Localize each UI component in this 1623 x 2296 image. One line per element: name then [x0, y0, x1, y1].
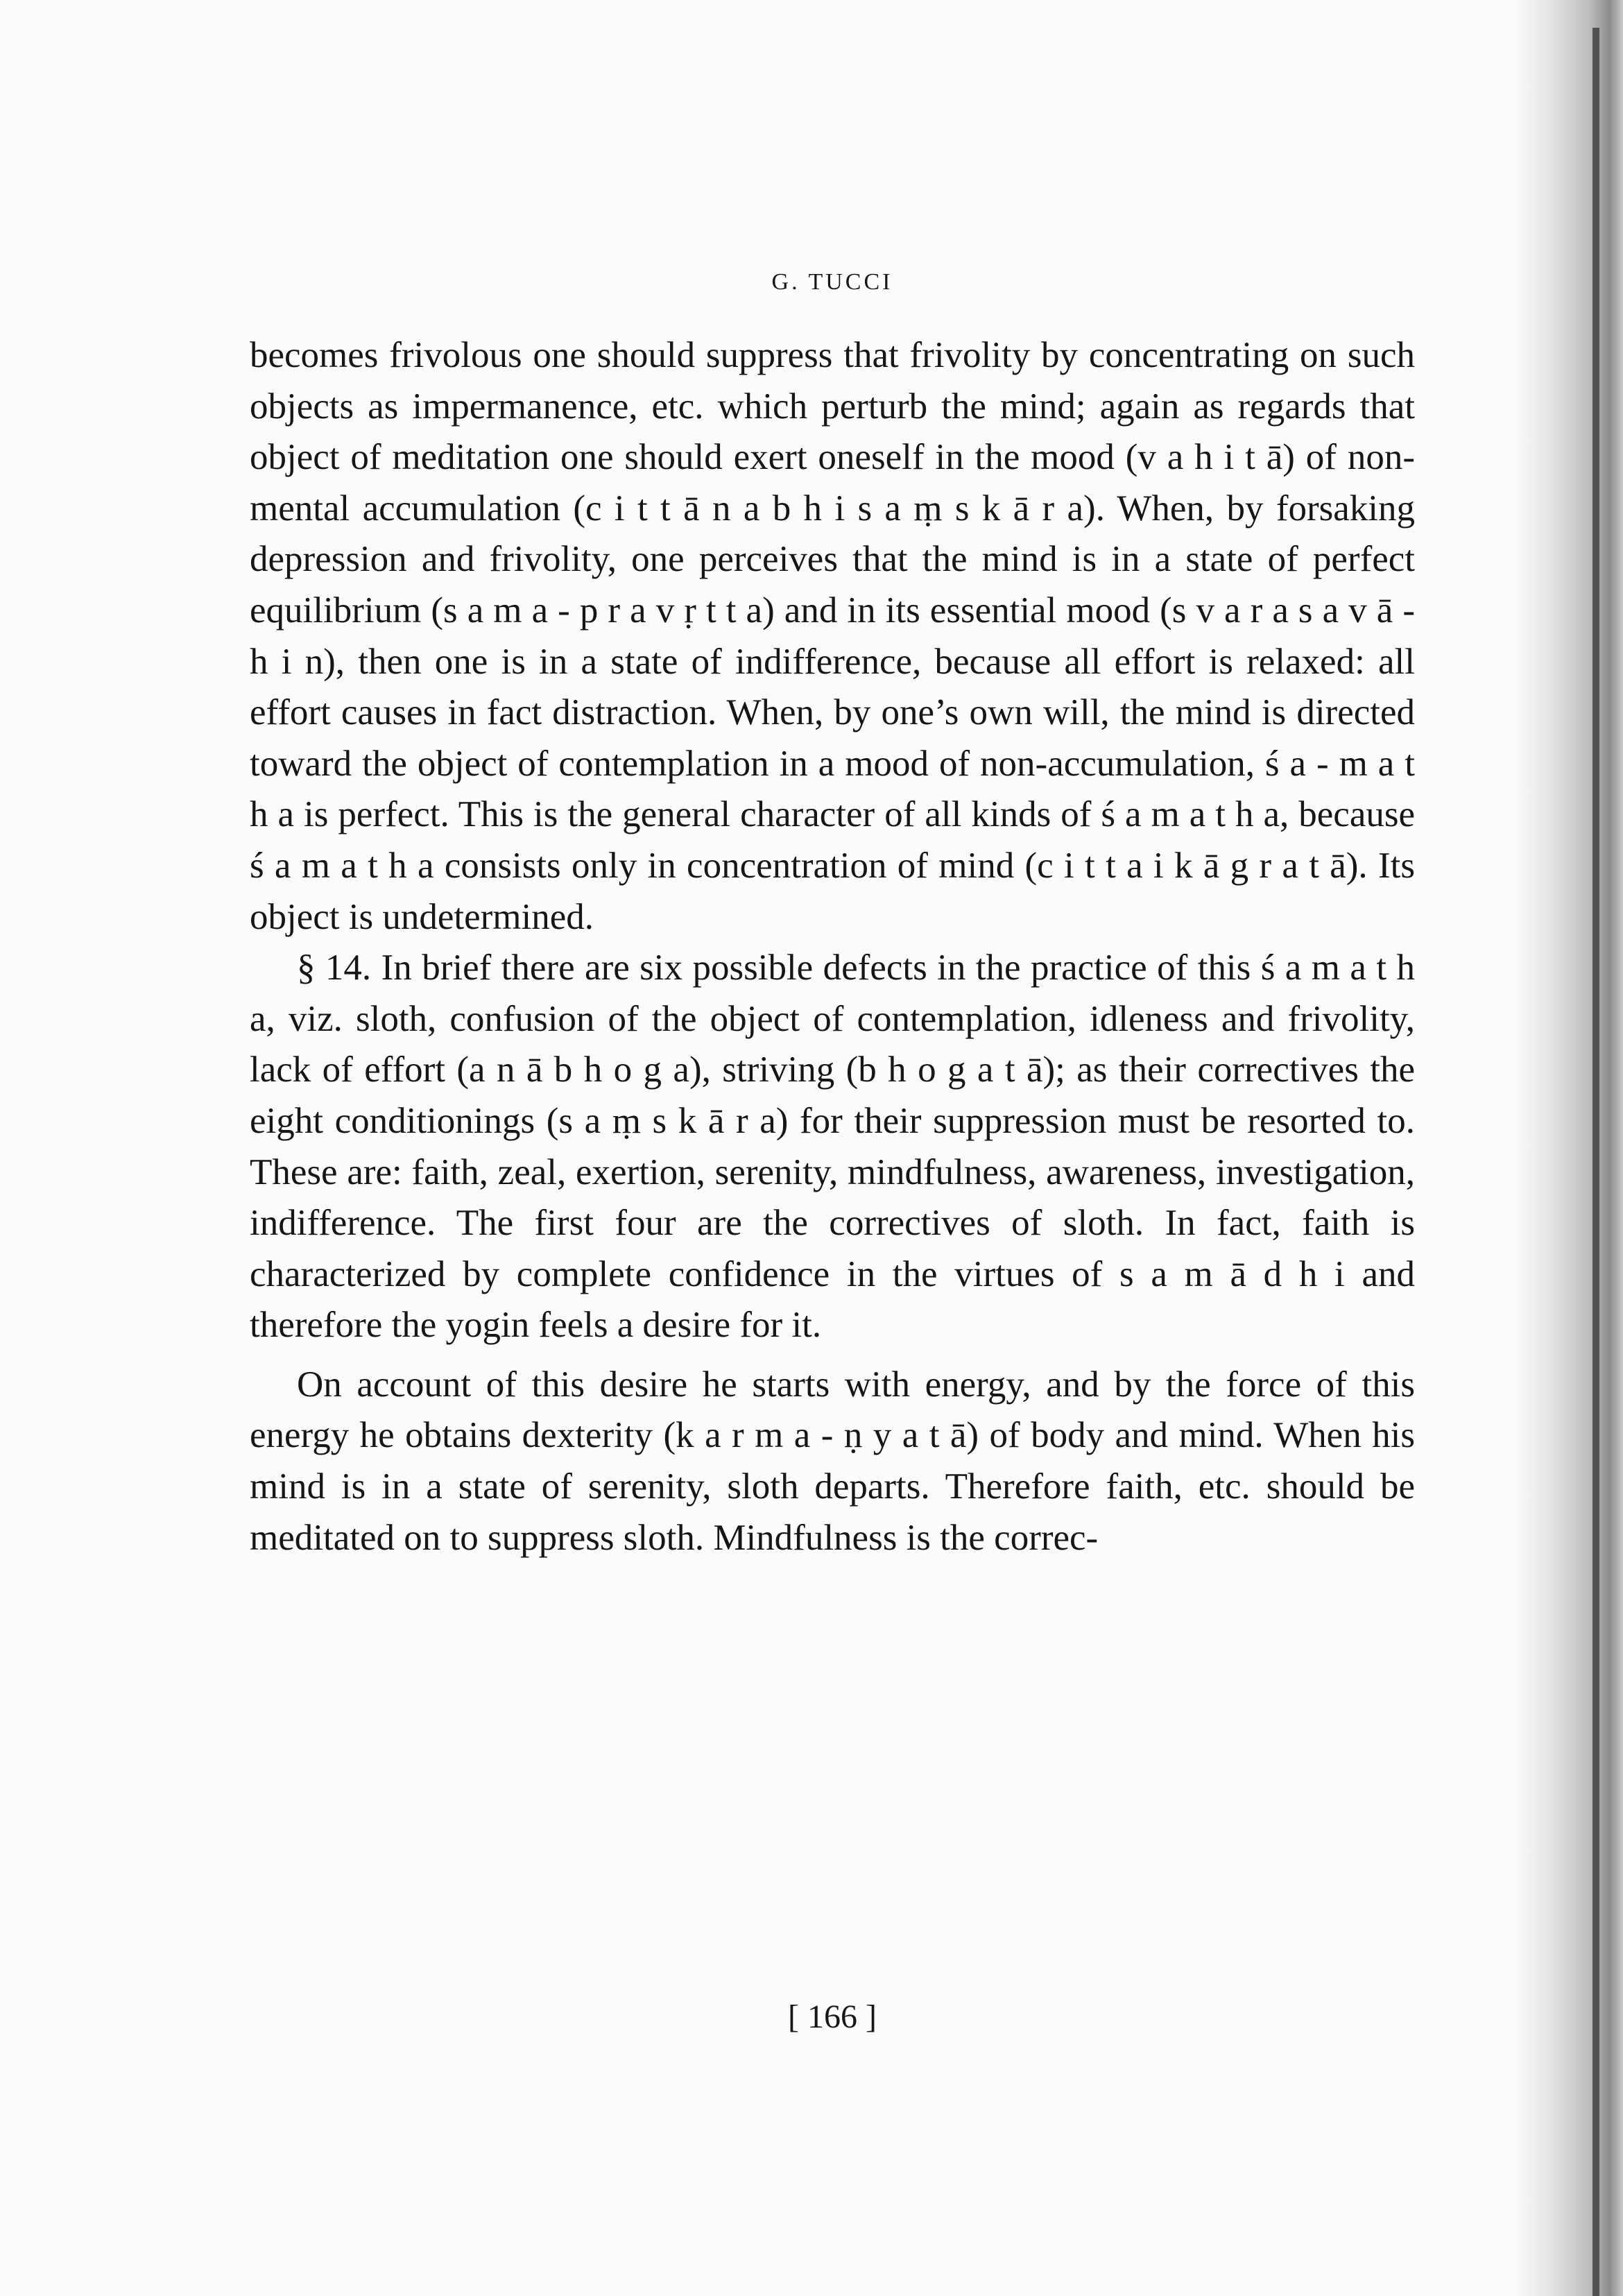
- paragraph-3: On account of this desire he starts with energy, and by the force of this energy he obtains dexterity (k a r m a - ṇ y a t ā) of body and mind. When his mind is in a state of serenity, sloth departs. Therefore faith, etc. should be meditated on to suppress sloth. Mindfulness is the correc-: [250, 1364, 1415, 1558]
- binding-edge-line: [1592, 28, 1599, 2296]
- running-head: G. TUCCI: [771, 269, 893, 295]
- paragraph-2-section-14: § 14. In brief there are six possible defects in the practice of this ś a m a t h a, viz. sloth, confusion of the object of contemplation, idleness and frivolity, lack of effort (a n ā b h o g a), striving (b h o g a t ā); as their correctives the eight conditionings (s a ṃ s k ā r a) for their suppression must be resorted to. These are: faith, zeal, exertion, serenity, mindfulness, awareness, investigation, indifference. The first four are the correctives of sloth. In fact, faith is characterized by complete confidence in the virtues of s a m ā d h i and therefore the yogin feels a desire for it.: [250, 948, 1415, 1346]
- page-gutter-shadow: [1512, 0, 1623, 2296]
- page-number: [ 166 ]: [788, 1998, 877, 2035]
- book-page: [250, 0, 1415, 2296]
- body-text: [250, 330, 1415, 1563]
- paragraph-1: becomes frivolous one should suppress that frivolity by concentrating on such objects as impermanence, etc. which perturb the mind; again as regards that object of meditation one should exert oneself in the mood (v a h i t ā) of non-mental accumulation (c i t t ā n a b h i s a ṃ s k ā r a). When, by forsaking depression and frivolity, one perceives that the mind is in a state of perfect equilibrium (s a m a - p r a v ṛ t t a) and in its essential mood (s v a r a s a v ā - h i n), then one is in a state of indifference, because all effort is relaxed: all effort causes in fact distraction. When, by one’s own will, the mind is directed toward the object of contemplation in a mood of non-accumulation, ś a - m a t h a is perfect. This is the general character of all kinds of ś a m a t h a, because ś a m a t h a consists only in concentration of mind (c i t t a i k ā g r a t ā). Its object is undetermined.: [250, 335, 1415, 937]
